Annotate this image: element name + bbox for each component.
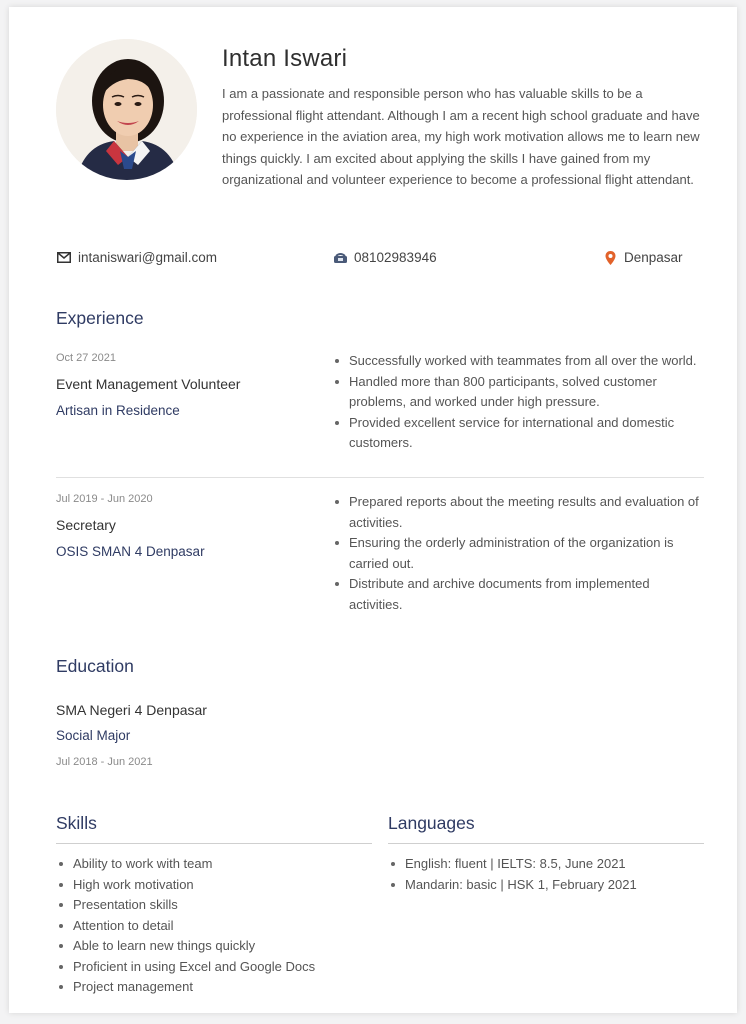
email-text: intaniswari@gmail.com (78, 250, 217, 265)
skills-list (56, 854, 372, 998)
experience-divider (56, 477, 704, 478)
experience-role: Event Management Volunteer (56, 376, 241, 392)
experience-organization: OSIS SMAN 4 Denpasar (56, 544, 205, 559)
list-item: Proficient in using Excel and Google Docs (56, 957, 372, 978)
list-item: Successfully worked with teammates from all over the world. (332, 351, 702, 372)
list-item: Prepared reports about the meeting results and evaluation of activities. (332, 492, 702, 533)
skills-rule (56, 843, 372, 844)
languages-rule (388, 843, 704, 844)
contact-email[interactable] (56, 250, 217, 265)
experience-date: Oct 27 2021 (56, 352, 116, 364)
phone-text: 08102983946 (354, 250, 437, 265)
resume-page (9, 7, 737, 1013)
experience-date: Jul 2019 - Jun 2020 (56, 493, 153, 505)
list-item: English: fluent | IELTS: 8.5, June 2021 (388, 854, 704, 875)
education-major: Social Major (56, 728, 131, 743)
education-heading: Education (56, 656, 134, 676)
map-pin-icon (602, 251, 618, 265)
list-item: Distribute and archive documents from implemented activities. (332, 574, 702, 615)
profile-photo (56, 39, 197, 180)
education-school: SMA Negeri 4 Denpasar (56, 702, 207, 718)
list-item: Presentation skills (56, 895, 372, 916)
candidate-name: Intan Iswari (222, 45, 348, 72)
phone-icon (332, 251, 348, 265)
list-item: Mandarin: basic | HSK 1, February 2021 (388, 875, 704, 896)
languages-heading: Languages (388, 813, 475, 833)
profile-summary: I am a passionate and responsible person who has valuable skills to be a professional flight attendant. Although I am a recent high school graduate and have no experience in the aviation area, my high work motivation allows me to learn new things quickly. I am excited about applying the skills I have gained from my organizational and volunteer experience to become a professional flight attendant. (222, 86, 700, 187)
list-item: Ensuring the orderly administration of the organization is carried out. (332, 533, 702, 574)
envelope-icon (56, 251, 72, 265)
education-date: Jul 2018 - Jun 2021 (56, 756, 153, 768)
experience-heading: Experience (56, 308, 144, 328)
list-item: High work motivation (56, 875, 372, 896)
contact-phone[interactable] (332, 250, 437, 265)
skills-heading: Skills (56, 813, 97, 833)
list-item: Project management (56, 977, 372, 998)
list-item: Handled more than 800 participants, solved customer problems, and worked under high pressure. (332, 372, 702, 413)
location-text: Denpasar (624, 250, 683, 265)
experience-bullets (332, 351, 702, 454)
experience-organization: Artisan in Residence (56, 403, 180, 418)
list-item: Able to learn new things quickly (56, 936, 372, 957)
contact-location (602, 250, 683, 265)
experience-role: Secretary (56, 517, 116, 533)
list-item: Ability to work with team (56, 854, 372, 875)
experience-bullets (332, 492, 702, 615)
list-item: Attention to detail (56, 916, 372, 937)
languages-list (388, 854, 704, 895)
list-item: Provided excellent service for international and domestic customers. (332, 413, 702, 454)
